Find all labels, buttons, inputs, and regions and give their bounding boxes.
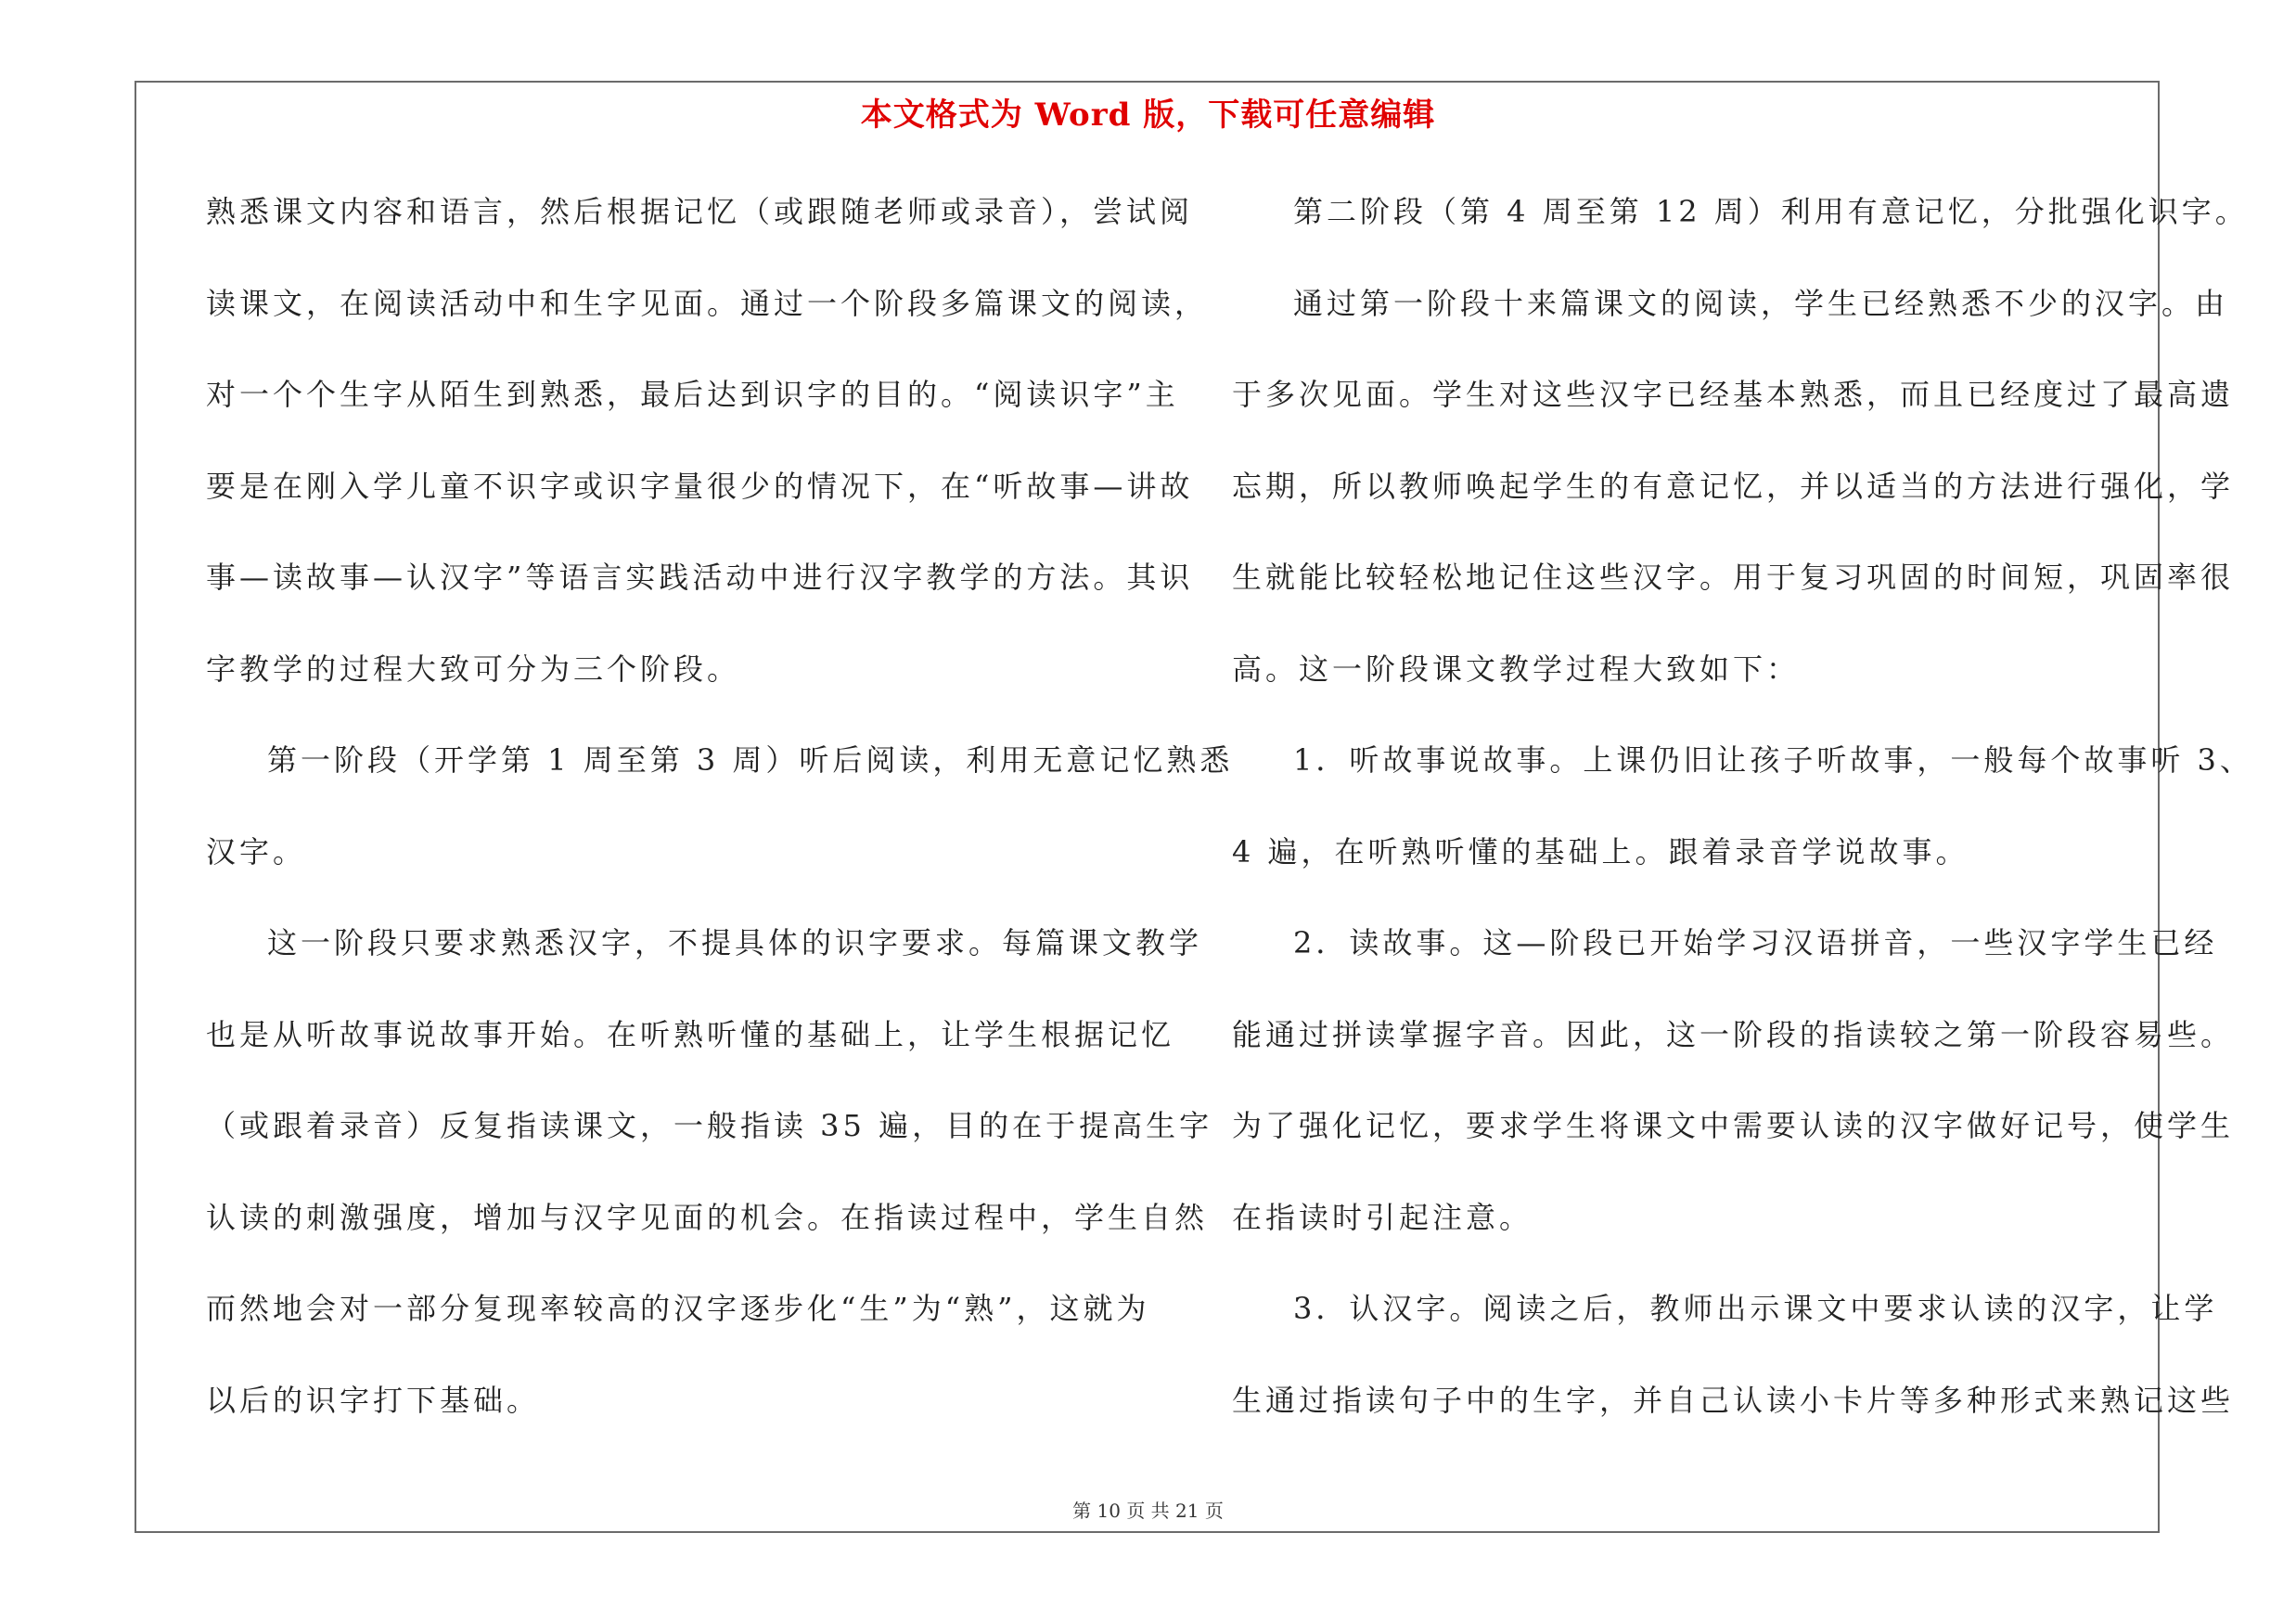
text-line: 在指读时引起注意。 bbox=[1232, 1199, 1533, 1235]
text-line: 事—读故事—认汉字”等语言实践活动中进行汉字教学的方法。其识 bbox=[206, 560, 1194, 595]
format-banner: 本文格式为 Word 版，下载可任意编辑 bbox=[860, 97, 1436, 134]
paragraph-start-line: 通过第一阶段十来篇课文的阅读，学生已经熟悉不少的汉字。由 bbox=[1293, 285, 2229, 321]
text-line: 汉字。 bbox=[206, 833, 307, 869]
text-line: （或跟着录音）反复指读课文，一般指读 35 遍，目的在于提高生字 bbox=[206, 1108, 1213, 1143]
text-line: 于多次见面。学生对这些汉字已经基本熟悉，而且已经度过了最高遗 bbox=[1232, 377, 2235, 412]
text-line: 高。这一阶段课文教学过程大致如下： bbox=[1232, 650, 1801, 687]
paragraph-start-line: 3．认汉字。阅读之后，教师出示课文中要求认读的汉字，让学 bbox=[1293, 1291, 2218, 1326]
page-number: 第 10 页 共 21 页 bbox=[1072, 1500, 1224, 1522]
right-column bbox=[1232, 184, 2253, 1463]
text-line: 生通过指读句子中的生字，并自己认读小卡片等多种形式来熟记这些 bbox=[1232, 1382, 2235, 1418]
text-line: 生就能比较轻松地记住这些汉字。用于复习巩固的时间短，巩固率很 bbox=[1232, 560, 2235, 595]
text-line: 要是在刚入学儿童不识字或识字量很少的情况下，在“听故事—讲故 bbox=[206, 468, 1194, 504]
text-line: 能通过拼读掌握字音。因此，这一阶段的指读较之第一阶段容易些。 bbox=[1232, 1016, 2235, 1052]
left-column bbox=[206, 184, 1234, 1463]
text-line: 以后的识字打下基础。 bbox=[206, 1382, 541, 1418]
paragraph-start-line: 第二阶段（第 4 周至第 12 周）利用有意记忆，分批强化识字。 bbox=[1293, 194, 2249, 229]
paragraph-start-line: 1．听故事说故事。上课仍旧让孩子听故事，一般每个故事听 3、 bbox=[1293, 742, 2253, 778]
paragraph-start-line: 这一阶段只要求熟悉汉字，不提具体的识字要求。每篇课文教学 bbox=[267, 925, 1203, 960]
text-line: 认读的刺激强度，增加与汉字见面的机会。在指读过程中，学生自然 bbox=[206, 1199, 1209, 1235]
text-line: 忘期，所以教师唤起学生的有意记忆，并以适当的方法进行强化，学 bbox=[1232, 468, 2235, 504]
text-line: 而然地会对一部分复现率较高的汉字逐步化“生”为“熟”，这就为 bbox=[206, 1291, 1150, 1326]
text-line: 熟悉课文内容和语言，然后根据记忆（或跟随老师或录音），尝试阅 bbox=[206, 194, 1194, 229]
text-line: 对一个个生字从陌生到熟悉，最后达到识字的目的。“阅读识字”主 bbox=[206, 377, 1179, 412]
paragraph-start-line: 2．读故事。这—阶段已开始学习汉语拼音，一些汉字学生已经 bbox=[1293, 925, 2218, 960]
text-line: 字教学的过程大致可分为三个阶段。 bbox=[206, 650, 741, 687]
text-line: 为了强化记忆，要求学生将课文中需要认读的汉字做好记号，使学生 bbox=[1232, 1108, 2235, 1143]
text-line: 读课文，在阅读活动中和生字见面。通过一个阶段多篇课文的阅读， bbox=[206, 285, 1209, 321]
paragraph-start-line: 第一阶段（开学第 1 周至第 3 周）听后阅读，利用无意记忆熟悉 bbox=[267, 742, 1234, 778]
text-line: 4 遍，在听熟听懂的基础上。跟着录音学说故事。 bbox=[1232, 833, 1969, 869]
text-line: 也是从听故事说故事开始。在听熟听懂的基础上，让学生根据记忆 bbox=[206, 1016, 1175, 1052]
